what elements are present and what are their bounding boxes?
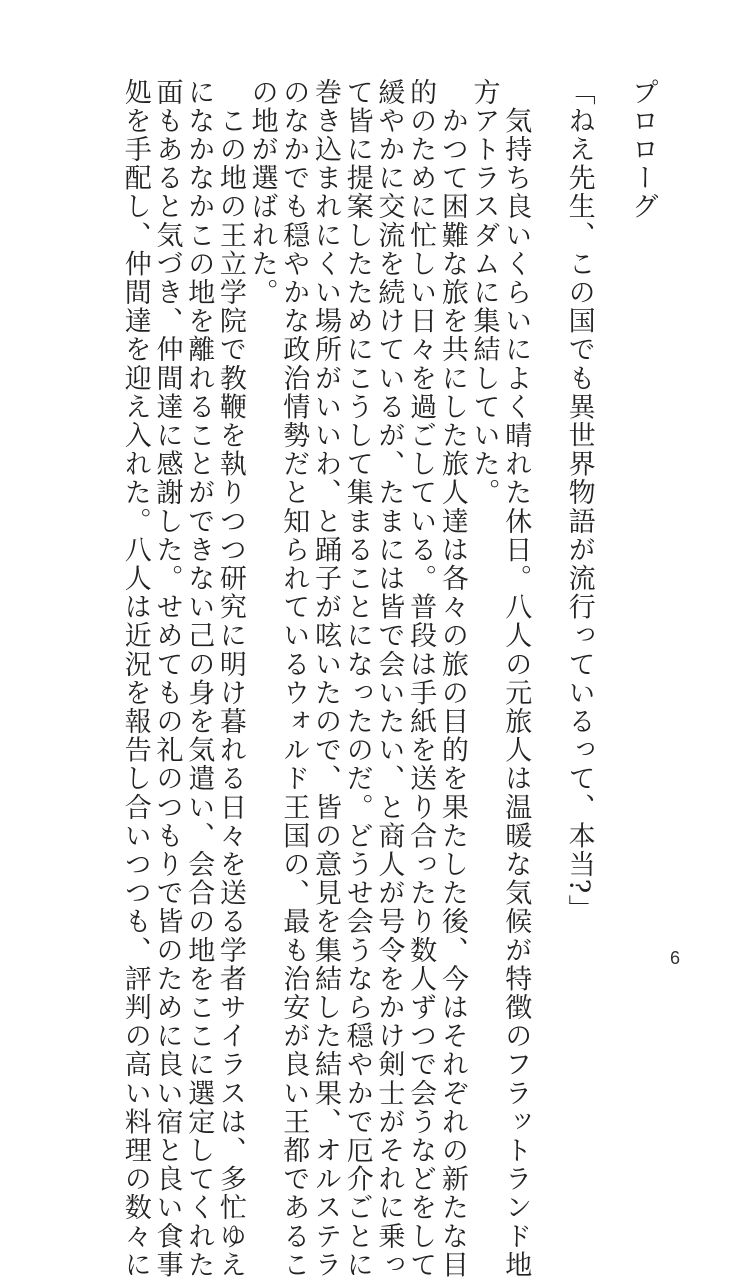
text-line: 面もあると気づき、仲間達に感謝した。せめてもの礼のつもりで皆のために良い宿と良い食事 bbox=[151, 78, 183, 1279]
text-line: 処を手配し、仲間達を迎え入れた。八人は近況を報告し合いつつも、評判の高い料理の数々に bbox=[119, 78, 151, 1279]
text-line: 気持ち良いくらいによく晴れた休日。八人の元旅人は温暖な気候が特徴のフラットランド地 bbox=[500, 78, 532, 1279]
text-line: のなかでも穏やかな政治情勢だと知られているウォルド王国の、最も治安が良い王都であるこ bbox=[278, 78, 310, 1279]
chapter-title: プロローグ bbox=[627, 78, 658, 221]
text-line: かつて困難な旅を共にした旅人達は各々の旅の目的を果たした後、今はそれぞれの新たな目 bbox=[436, 78, 468, 1279]
text-line: になかなかこの地を離れることができない己の身を気遣い、会合の地をここに選定してくれた bbox=[183, 78, 215, 1279]
opening-quote: 「ねえ先生、この国でも異世界物語が流行っているって、本当?」 bbox=[563, 78, 595, 924]
text-line: 巻き込まれにくい場所がいいわ、と踊子が呟いたので、皆の意見を集結した結果、オルステラ bbox=[310, 78, 341, 1279]
vertical-text-body bbox=[119, 78, 658, 1279]
text-line: 方アトラスダムに集結していた。 bbox=[468, 78, 500, 507]
text-line: 的のために忙しい日々を過ごしている。普段は手紙を送り合ったり数人ずつで会うなどをして bbox=[405, 78, 437, 1279]
text-line: 緩やかに交流を続けているが、たまには皆で会いたい、と商人が号令をかけ剣士がそれに乗っ bbox=[373, 78, 405, 1279]
text-line: この地の王立学院で教鞭を執りつつ研究に明け暮れる日々を送る学者サイラスは、多忙ゆえ bbox=[214, 78, 246, 1279]
text-line: て皆に提案したためにこうして集まることになったのだ。どうせ会うなら穏やかで厄介ごとに bbox=[341, 78, 373, 1279]
page-number: 6 bbox=[670, 948, 681, 968]
text-line: の地が選ばれた。 bbox=[246, 78, 278, 307]
